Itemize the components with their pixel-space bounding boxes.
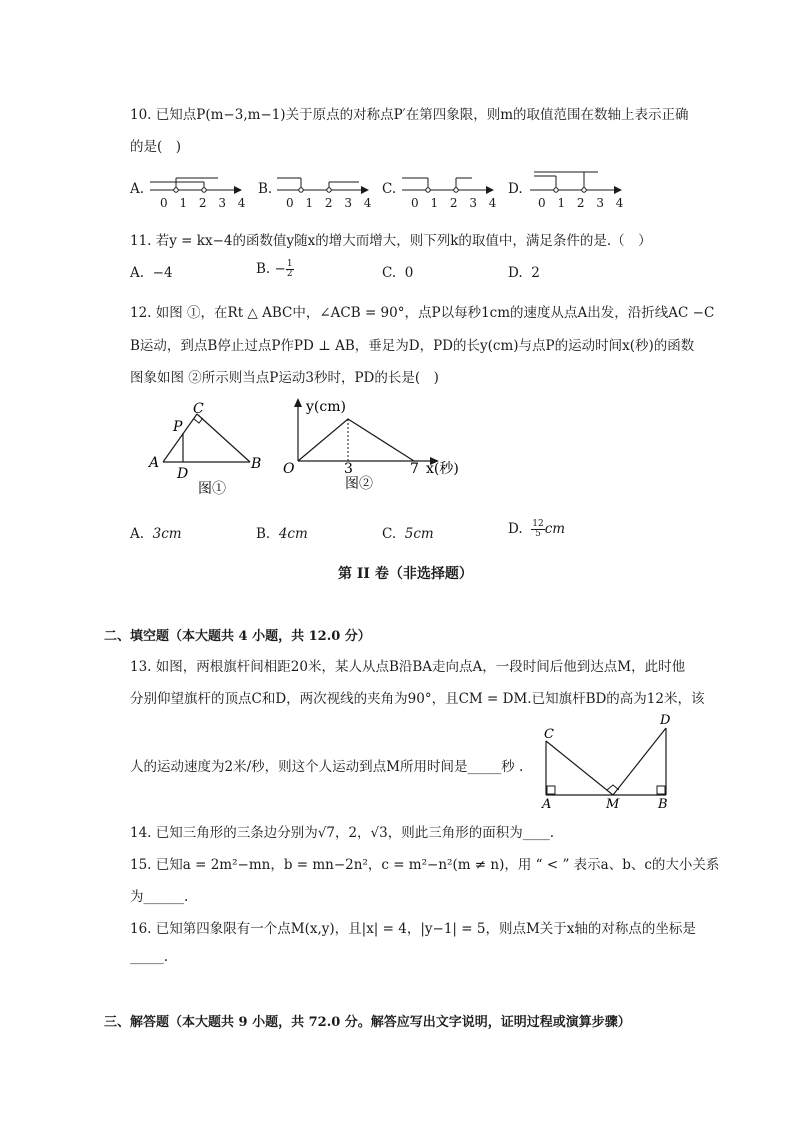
q12-option-c [382,526,434,542]
q12-fig1-caption: 图① [198,481,226,497]
q12-option-d-unit: cm [544,521,566,537]
q12-option-c-value: 5cm [404,526,434,542]
q13-text-line1: 13. 如图，两根旗杆间相距20米，某人从点B沿BA走向点A，一段时间后他到达点M，此时他 [130,659,686,675]
q11-option-d-value: 2 [531,265,540,281]
q12-fig2-tick-7: 7 [410,461,419,477]
q10-text-line2: 的是( ) [130,139,182,155]
q12-fig1-label-a: A [149,455,160,471]
q12-fig1-label-d: D [177,466,189,482]
q12-figure2-graph [280,395,470,500]
q16-text-line1: 16. 已知第四象限有一个点M(x,y)，且|x| = 4，|y−1| = 5，则点M关于x轴的对称点的坐标是 [130,921,696,937]
q15-text-line2: 为______. [130,889,189,905]
q12-fig2-origin: O [283,461,295,477]
q12-option-d-fraction [531,520,544,539]
q12-fig1-label-c: C [193,401,204,417]
q12-option-d [508,520,565,539]
q10-option-d-letter: D. [508,181,523,197]
q12-option-b-value: 4cm [278,526,308,542]
q13-figure [538,708,678,813]
q12-fig2-tick-3: 3 [344,461,353,477]
q10-option-a-letter: A. [130,181,145,197]
q11-option-b-numerator: 1 [286,259,293,269]
q12-fig2-ylabel: y(cm) [306,399,346,415]
q13-fig-label-b: B [658,797,668,812]
q12-option-d-denominator: 5 [535,529,541,539]
q12-figure1-triangle [145,400,270,500]
q13-fig-label-c: C [544,727,554,742]
q10-text-line1: 10. 已知点P(m−3,m−1)关于原点的对称点P′在第四象限，则m的取值范围在数轴上表示正确 [130,107,689,123]
q11-option-b-fraction [286,260,294,279]
q11-option-b-letter: B. [256,261,271,277]
q11-text: 11. 若y = kx−4的函数值y随x的增大而增大，则下列k的取值中，满足条件的是.（ ） [130,233,652,249]
q12-option-a-value: 3cm [152,526,182,542]
section2-heading: 二、填空题（本大题共 4 小题，共 12.0 分） [104,629,371,644]
q11-option-c-letter: C. [382,265,397,281]
q11-option-a [130,265,173,281]
q12-option-a [130,526,182,542]
q13-fig-label-m: M [606,797,620,812]
q11-option-b-denominator: 2 [286,269,293,279]
q11-option-a-value: −4 [152,265,173,281]
section3-heading: 三、解答题（本大题共 9 小题，共 72.0 分。解答应写出文字说明，证明过程或演算步骤） [104,1015,631,1030]
q12-option-c-letter: C. [382,526,397,542]
q10-option-c-ticks: 0 1 2 3 4 [411,196,501,210]
q10-option-d-ticks: 0 1 2 3 4 [538,196,628,210]
q12-option-d-letter: D. [508,521,523,537]
q11-option-c-value: 0 [404,265,414,281]
q13-text-line3: 人的运动速度为2米/秒，则这个人运动到点M所用时间是_____秒 . [130,759,524,775]
part2-title: 第 II 卷（非选择题） [338,566,473,582]
q12-text-line1: 12. 如图 ①，在Rt △ ABC中，∠ACB = 90°，点P以每秒1cm的速度从点A出发，沿折线AC −C [130,305,715,321]
q10-option-a-ticks: 0 1 2 3 4 [160,196,250,210]
q12-fig1-label-b: B [251,456,262,472]
q15-text-line1: 15. 已知a = 2m²−mn，b = mn−2n²，c = m²−n²(m ≠ n)，用 “ < ” 表示a、b、c的大小关系 [130,857,720,873]
q11-option-d-letter: D. [508,265,523,281]
q11-option-a-letter: A. [130,265,145,281]
q10-option-c-letter: C. [382,181,397,197]
q12-fig2-xlabel: x(秒) [426,461,459,477]
q13-fig-label-d: D [660,713,671,728]
q12-text-line2: B运动，到点B停止过点P作PD ⊥ AB，垂足为D，PD的长y(cm)与点P的运动时间x(秒)的函数 [130,338,695,354]
q12-option-a-letter: A. [130,526,145,542]
q11-option-b-sign: − [274,261,286,277]
q10-option-b-letter: B. [258,181,273,197]
q12-text-line3: 图象如图 ②所示则当点P运动3秒时，PD的长是( ) [130,370,439,386]
q12-option-b-letter: B. [256,526,271,542]
q12-fig2-caption: 图② [345,476,373,492]
q10-option-b-ticks: 0 1 2 3 4 [286,196,376,210]
q11-option-c [382,265,413,281]
q13-fig-label-a: A [542,797,552,812]
q11-option-d [508,265,540,281]
q11-option-b [256,260,294,279]
q12-option-b [256,526,308,542]
q12-option-d-numerator: 12 [532,519,544,529]
q12-fig1-label-p: P [173,419,183,435]
q13-text-line2: 分别仰望旗杆的顶点C和D，两次视线的夹角为90°，且CM = DM.已知旗杆BD的高为12米，该 [130,691,705,707]
q16-text-line2: _____. [130,949,169,965]
q14-text: 14. 已知三角形的三条边分别为√7，2，√3，则此三角形的面积为____. [130,825,555,841]
